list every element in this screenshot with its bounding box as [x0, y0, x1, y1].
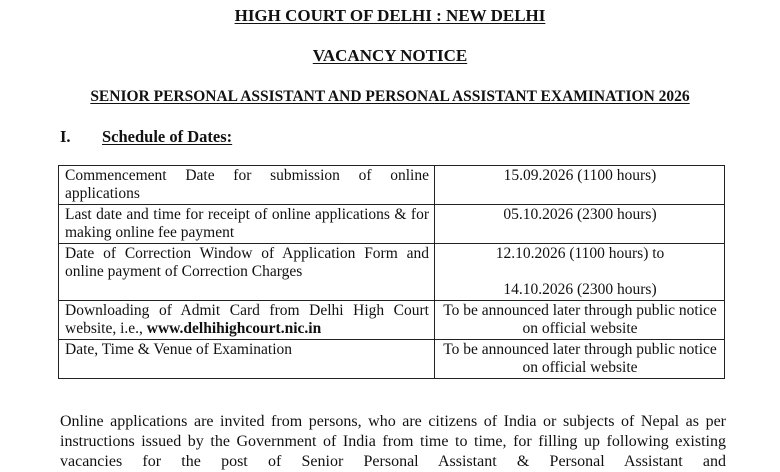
- correction-date-from: 12.10.2026 (1100 hours) to: [495, 245, 665, 262]
- schedule-event-cell: Commencement Date for submission of online applications: [59, 166, 435, 205]
- table-row: [59, 340, 725, 379]
- website-link[interactable]: www.delhihighcourt.nic.in: [146, 320, 322, 337]
- schedule-date-cell: 15.09.2026 (1100 hours): [435, 166, 725, 205]
- table-row: [59, 244, 725, 301]
- schedule-event-cell: [59, 301, 435, 340]
- exam-title: SENIOR PERSONAL ASSISTANT AND PERSONAL ASSISTANT EXAMINATION 2026: [90, 88, 690, 105]
- schedule-date-cell: To be announced later through public notice on official website: [435, 340, 725, 379]
- correction-date-to: 14.10.2026 (2300 hours): [503, 281, 657, 298]
- court-title: HIGH COURT OF DELHI : NEW DELHI: [234, 6, 546, 25]
- section-number: I.: [60, 127, 71, 146]
- schedule-event-cell: Date, Time & Venue of Examination: [59, 340, 435, 379]
- admit-card-text: Downloading of Admit Card from Delhi High Court website, i.e.,: [65, 302, 429, 337]
- schedule-date-cell: 05.10.2026 (2300 hours): [435, 205, 725, 244]
- table-row: [59, 166, 725, 205]
- table-row: [59, 301, 725, 340]
- notice-title: VACANCY NOTICE: [312, 46, 468, 65]
- schedule-date-cell: To be announced later through public notice on official website: [435, 301, 725, 340]
- schedule-event-cell: Last date and time for receipt of online applications & for making online fee payment: [59, 205, 435, 244]
- schedule-date-cell: [435, 244, 725, 301]
- section-title: Schedule of Dates:: [102, 127, 233, 146]
- date-spacer: [441, 263, 719, 281]
- schedule-table: [58, 165, 725, 379]
- table-row: [59, 205, 725, 244]
- intro-paragraph: Online applications are invited from persons, who are citizens of India or subjects of Nepal as per instructions issued by the Government of India from time to time, for filling up following existing vacancies for the post of Senior Personal Assistant & Personal Assistant and: [60, 413, 726, 470]
- section-heading: [60, 127, 232, 147]
- schedule-event-cell: Date of Correction Window of Application Form and online payment of Correction Charges: [59, 244, 435, 301]
